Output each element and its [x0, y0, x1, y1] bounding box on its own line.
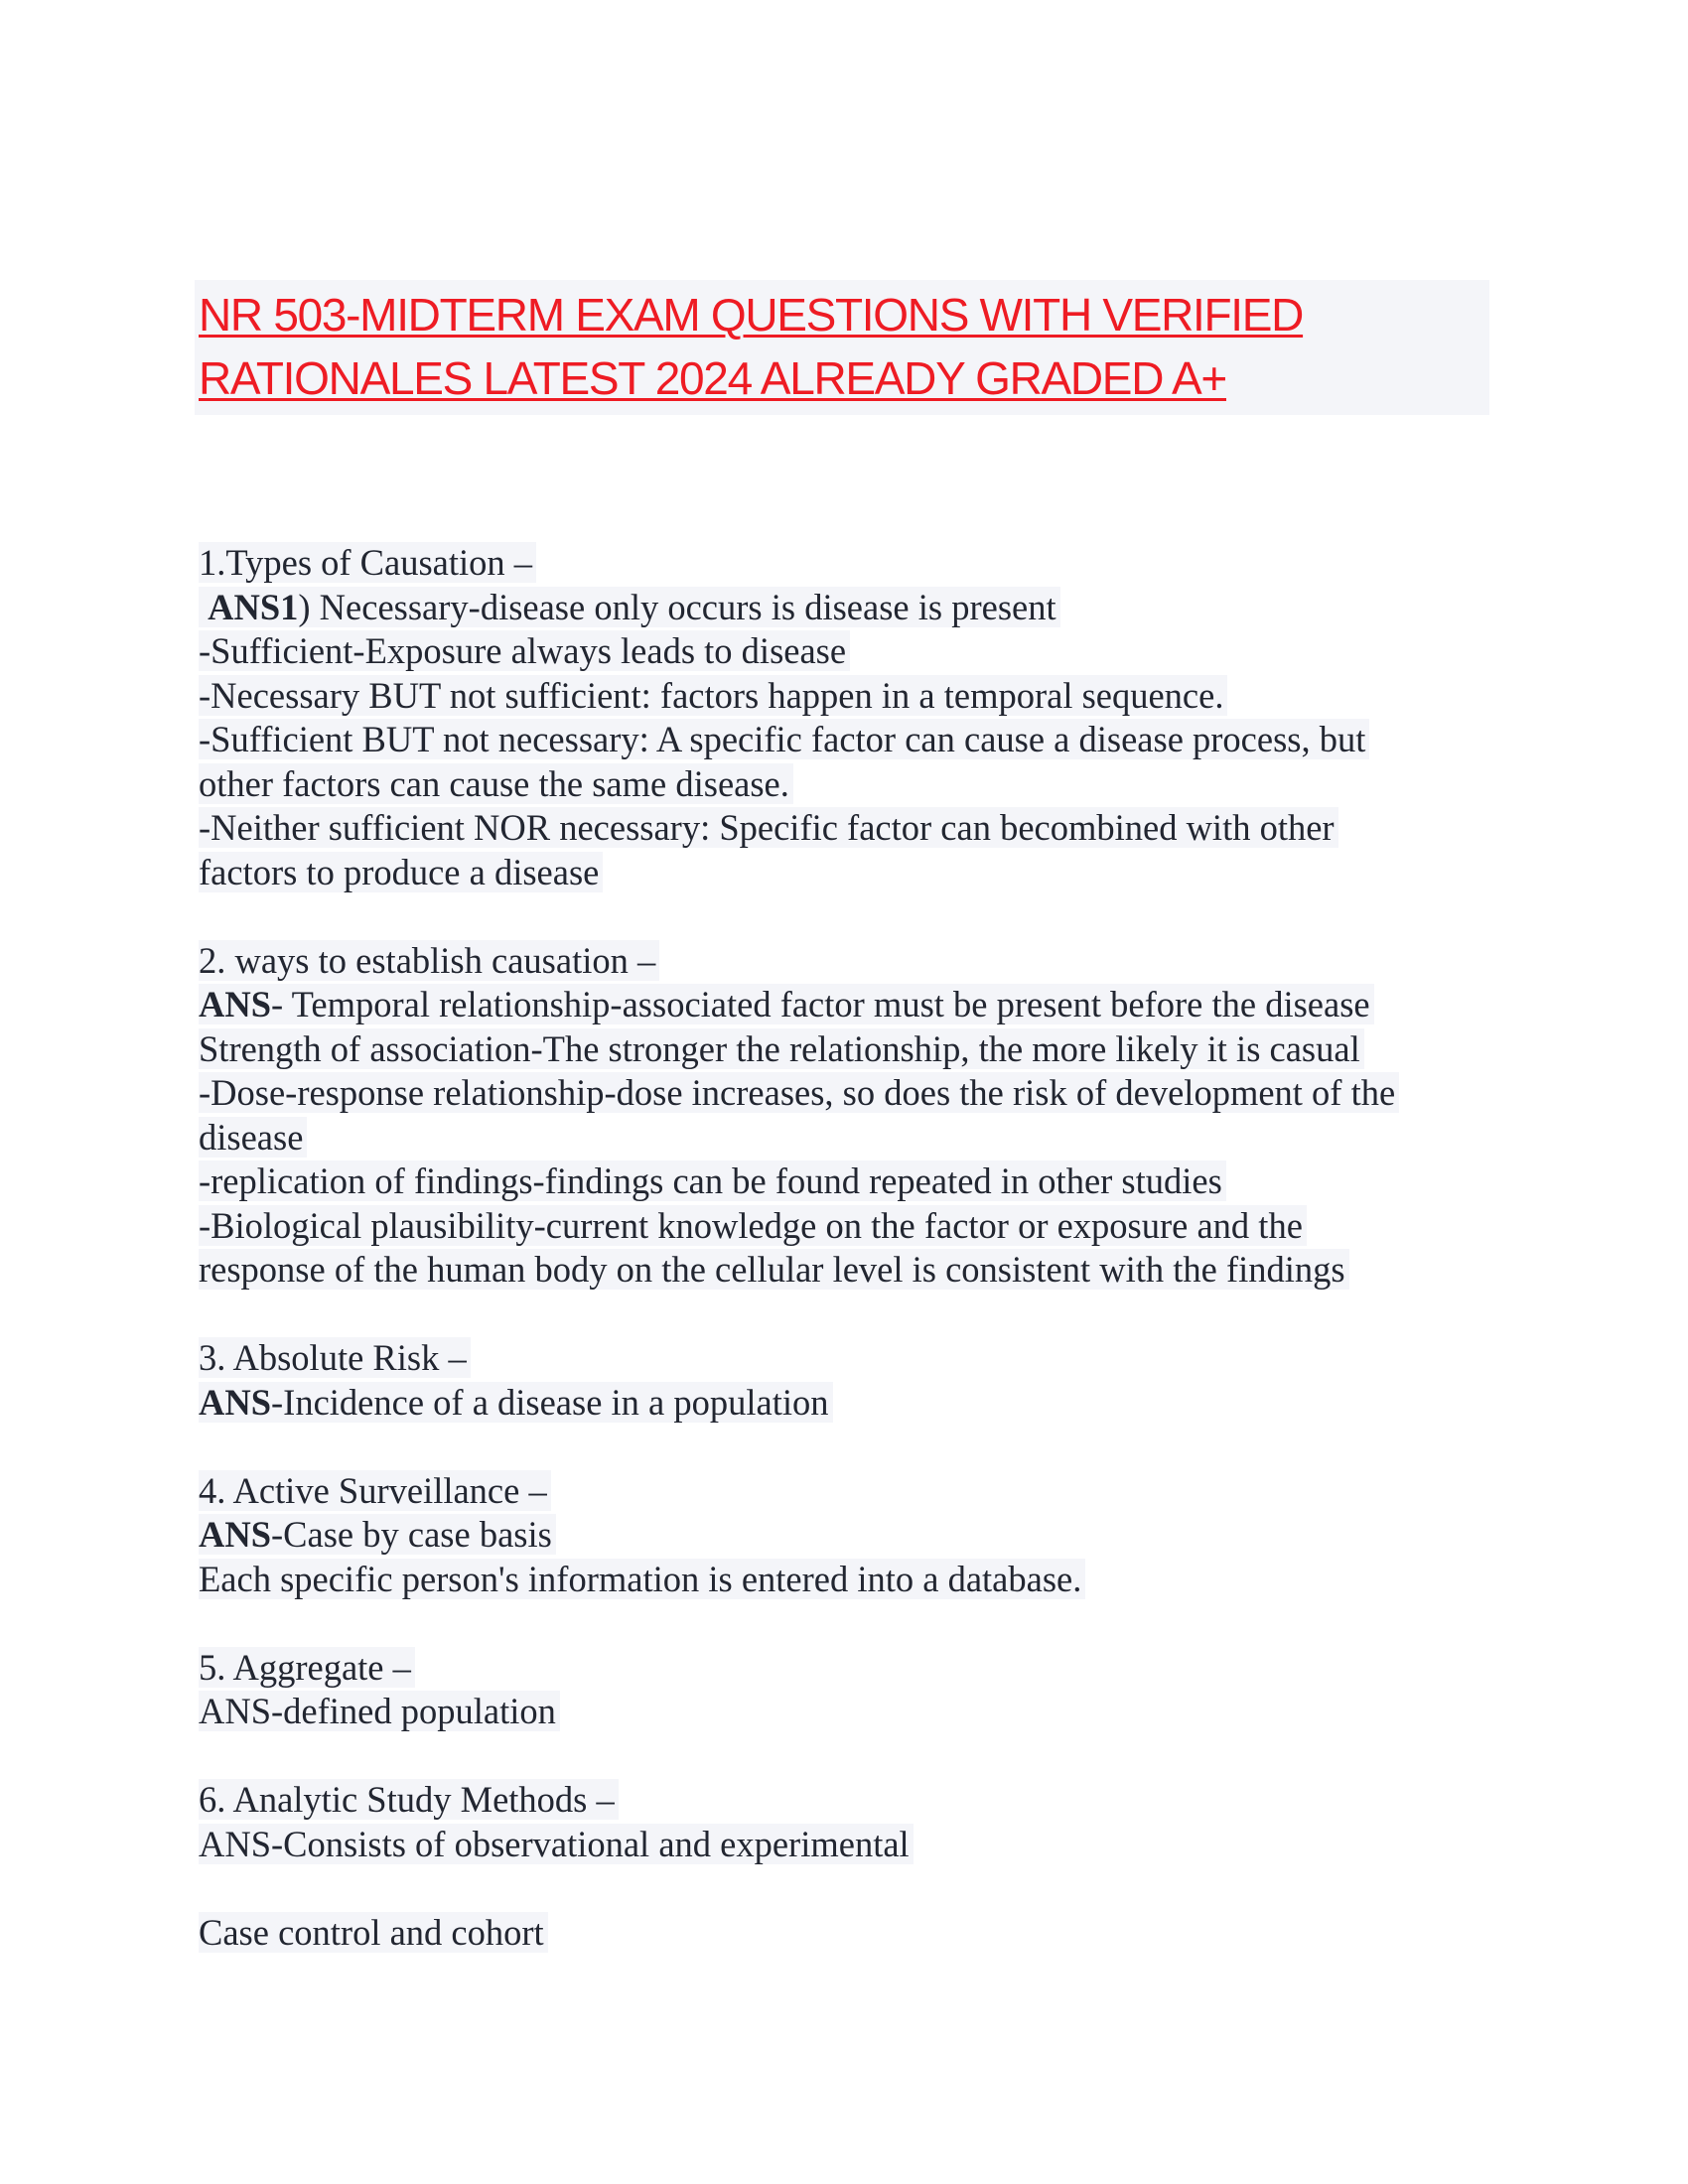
answer-line: -Dose-response relationship-dose increases, so does the risk of development of the	[199, 1071, 1489, 1116]
answer-line: -Sufficient-Exposure always leads to disease	[199, 629, 1489, 674]
answer-line: -Sufficient BUT not necessary: A specific factor can cause a disease process, but	[199, 718, 1489, 762]
answer-5: ANS-defined population	[199, 1690, 1489, 1734]
title-line-2: RATIONALES LATEST 2024 ALREADY GRADED A+	[199, 352, 1226, 404]
answer-line: Case control and cohort	[199, 1911, 1489, 1956]
answer-line: Strength of association-The stronger the relationship, the more likely it is casual	[199, 1027, 1489, 1072]
answer-line: disease	[199, 1116, 1489, 1160]
answer-label: ANS	[199, 1381, 272, 1423]
question-4: 4. Active Surveillance –	[199, 1469, 1489, 1514]
question-2: 2. ways to establish causation –	[199, 939, 1489, 984]
answer-line: -replication of findings-findings can be found repeated in other studies	[199, 1160, 1489, 1204]
question-5: 5. Aggregate –	[199, 1646, 1489, 1691]
answer-line: -Necessary BUT not sufficient: factors happen in a temporal sequence.	[199, 674, 1489, 719]
question-3: 3. Absolute Risk –	[199, 1336, 1489, 1381]
answer-4: ANS-Case by case basis	[199, 1513, 1489, 1558]
document-body	[199, 541, 1489, 1955]
answer-line: -Neither sufficient NOR necessary: Specific factor can becombined with other	[199, 806, 1489, 851]
answer-label: ANS	[199, 984, 272, 1024]
answer-3: ANS-Incidence of a disease in a population	[199, 1381, 1489, 1426]
answer-line: other factors can cause the same disease.	[199, 762, 1489, 807]
answer-1: ANS1) Necessary-disease only occurs is disease is present	[199, 586, 1489, 630]
answer-label: ANS	[199, 1514, 272, 1555]
answer-6: ANS-Consists of observational and experimental	[199, 1823, 1489, 1867]
question-1: 1.Types of Causation –	[199, 541, 1489, 586]
answer-label: ANS1	[208, 586, 299, 627]
answer-line: Each specific person's information is entered into a database.	[199, 1558, 1489, 1602]
question-6: 6. Analytic Study Methods –	[199, 1778, 1489, 1823]
answer-line: response of the human body on the cellular level is consistent with the findings	[199, 1248, 1489, 1293]
document-title	[195, 280, 1489, 415]
answer-line: -Biological plausibility-current knowledge on the factor or exposure and the	[199, 1204, 1489, 1249]
title-line-1: NR 503-MIDTERM EXAM QUESTIONS WITH VERIFIED	[199, 289, 1304, 341]
answer-2: ANS- Temporal relationship-associated factor must be present before the disease	[199, 983, 1489, 1027]
answer-line: factors to produce a disease	[199, 851, 1489, 895]
